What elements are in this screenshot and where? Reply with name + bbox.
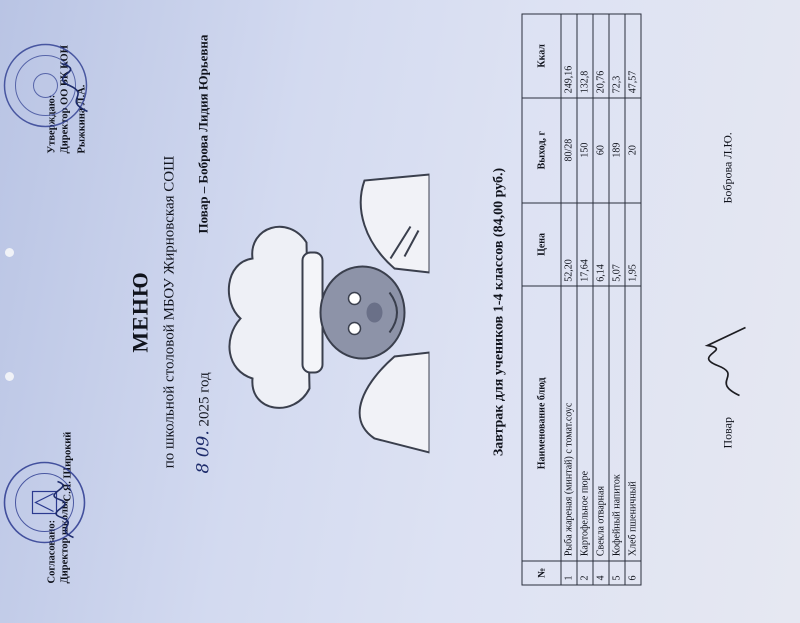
approved-label: Утверждаю: [46,94,58,154]
director-signature [52,480,82,540]
cell-dish: Картофельное пюре [577,286,593,560]
approved-person: Директор ОО БК КОН [59,45,71,154]
menu-date [194,372,214,473]
agreed-name: С.Я. Широкий [62,431,74,502]
date-year: 2025 год [196,372,213,427]
col-header-weight: Выход, г [522,98,561,203]
col-header-dish: Наименование блюд [522,286,561,560]
cell-kcal: 72,3 [609,14,625,98]
cell-number: 1 [561,561,577,585]
cell-dish: Рыба жареная (минтай) с томат.соус [561,286,577,560]
agreed-person: Директор школы [59,500,71,584]
breakfast-heading: Завтрак для учеников 1-4 классов (84,00 руб.) [491,167,507,457]
table-row [609,14,625,585]
cell-weight: 20 [625,98,641,203]
cell-number: 4 [593,561,609,585]
cell-number: 5 [609,561,625,585]
menu-subtitle: по школьной столовой МБОУ Жирновская СОШ [161,155,178,469]
cell-price: 5,07 [609,203,625,287]
date-handwritten: 8 09. [193,430,214,474]
cell-price: 6,14 [593,203,609,287]
table-header-row [522,14,561,585]
cook-role: Повар [720,417,735,449]
agreed-label: Согласовано: [46,519,58,584]
cell-number: 6 [625,561,641,585]
cell-number: 2 [577,561,593,585]
cell-price: 1,95 [625,203,641,287]
cell-weight: 150 [577,98,593,203]
table-row [577,14,593,585]
col-header-kcal: Ккал [522,14,561,98]
approver-signature [58,60,94,116]
col-header-price: Цена [522,203,561,287]
cook-signature [690,322,750,402]
cell-kcal: 20,76 [593,14,609,98]
menu-table [522,14,642,586]
cell-weight: 60 [593,98,609,203]
cell-price: 17,64 [577,203,593,287]
cook-name: Боброва Л.Ю. [720,132,735,204]
cell-dish: Хлеб пшеничный [625,286,641,560]
cell-dish: Кофейный напиток [609,286,625,560]
chef-illustration [215,169,430,459]
menu-title: МЕНЮ [127,271,153,353]
cell-weight: 80/28 [561,98,577,203]
cell-kcal: 47,57 [625,14,641,98]
menu-sheet [0,1,800,623]
table-row [561,14,577,585]
cell-price: 52,20 [561,203,577,287]
cell-kcal: 249,16 [561,14,577,98]
cell-kcal: 132,8 [577,14,593,98]
cell-weight: 189 [609,98,625,203]
table-row [593,14,609,585]
cell-dish: Свекла отварная [593,286,609,560]
cook-line: Повар – Боброва Лидия Юрьевна [195,34,211,234]
table-row [625,14,641,585]
col-header-number: № [522,561,561,585]
approved-name: Рыжкина Л.А. [76,84,88,154]
